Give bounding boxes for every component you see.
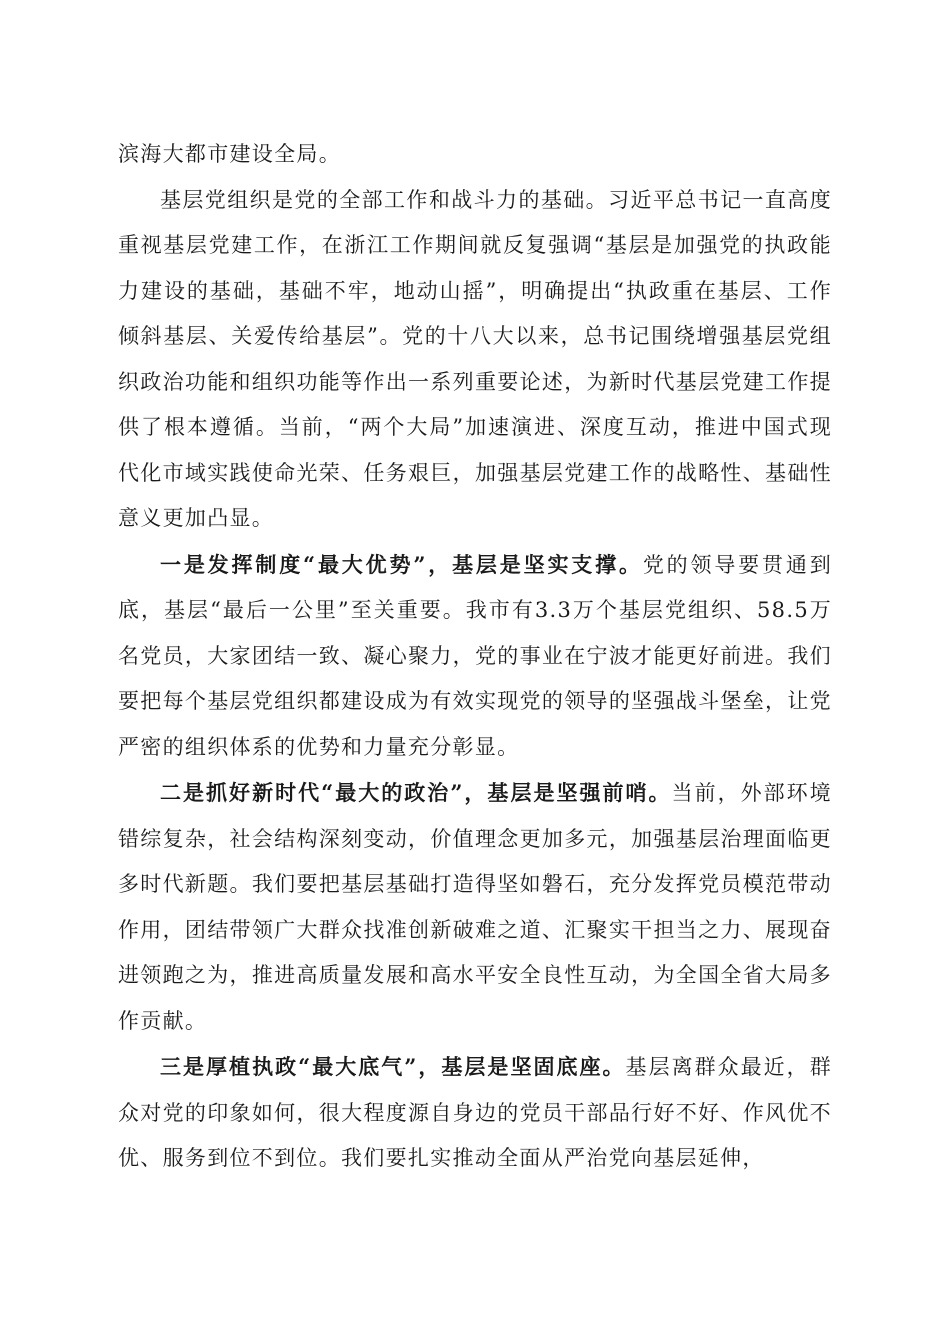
paragraph-lead-bold: 二是抓好新时代“最大的政治”，基层是坚强前哨。 xyxy=(160,780,672,805)
paragraph-point-three xyxy=(118,1044,832,1182)
paragraph-text: 基层离群众最近，群众对党的印象如何，很大程度源自身边的党员干部品行好不好、作风优不优、服务到位不到位。我们要扎实推动全面从严治党向基层延伸， xyxy=(118,1055,832,1170)
paragraph-continuation xyxy=(118,132,832,178)
paragraph-text: 党的领导要贯通到底，基层“最后一公里”至关重要。我市有3.3万个基层党组织、58.5万名党员，大家团结一致、凝心聚力，党的事业在宁波才能更好前进。我们要把每个基层党组织都建设成为有效实现党的领导的坚强战斗堡垒，让党严密的组织体系的优势和力量充分彰显。 xyxy=(118,552,832,759)
paragraph-grassroots-foundation xyxy=(118,178,832,542)
paragraph-text: 基层党组织是党的全部工作和战斗力的基础。习近平总书记一直高度重视基层党建工作，在浙江工作期间就反复强调“基层是加强党的执政能力建设的基础，基础不牢，地动山摇”，明确提出“执政重在基层、工作倾斜基层、关爱传给基层”。党的十八大以来，总书记围绕增强基层党组织政治功能和组织功能等作出一系列重要论述，为新时代基层党建工作提供了根本遵循。当前，“两个大局”加速演进、深度互动，推进中国式现代化市域实践使命光荣、任务艰巨，加强基层党建工作的战略性、基础性意义更加凸显。 xyxy=(118,187,832,530)
paragraph-lead-bold: 一是发挥制度“最大优势”，基层是坚实支撑。 xyxy=(160,551,643,577)
paragraph-point-two xyxy=(118,770,832,1044)
paragraph-text: 当前，外部环境错综复杂，社会结构深刻变动，价值理念更加多元，加强基层治理面临更多时代新题。我们要把基层基础打造得坚如磐石，充分发挥党员模范带动作用，团结带领广大群众找准创新破难之道、汇聚实干担当之力、展现奋进领跑之为，推进高质量发展和高水平安全良性互动，为全国全省大局多作贡献。 xyxy=(118,781,832,1033)
paragraph-lead-bold: 三是厚植执政“最大底气”，基层是坚固底座。 xyxy=(160,1054,626,1079)
paragraph-text: 滨海大都市建设全局。 xyxy=(118,142,341,166)
document-page xyxy=(118,132,832,1182)
paragraph-point-one xyxy=(118,542,832,771)
